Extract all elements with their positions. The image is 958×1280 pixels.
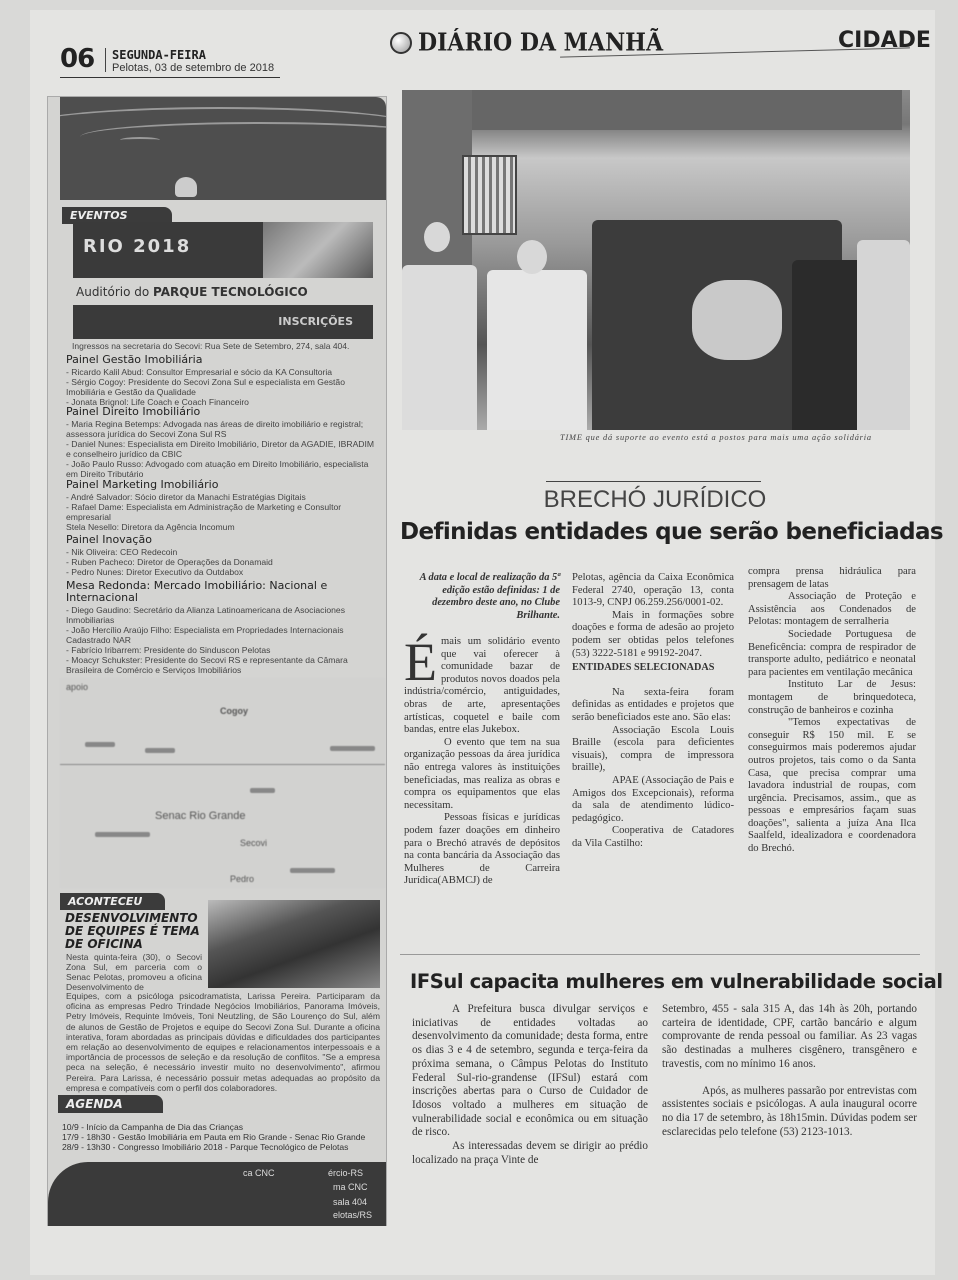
agenda-item: 17/9 - 18h30 - Gestão Imobiliária em Pauta em Rio Grande - Senac Rio Grande [62, 1132, 366, 1142]
aconteceu-body: Equipes, com a psicóloga psicodramatista, Larissa Pereira. Participaram da oficina as empresas Pedro Trindade Negócios Imobiliários, Panorama Imóveis, Petry Imóveis, Requinte Imóveis, Toni Neutzling, de São Lourenço do Sul, além de alunos de Gestão de Projetos e equipe do Secovi Zona Sul. Durante a oficina interativa, foram abordadas as principais dúvidas e dificuldades dos participantes em relação ao desenvolvimento de equipes e relacionamentos interpessoais e a importância de processos de seleção e da resolução de conflitos. "Se a empresa peca na seleção, é necessário investir muito no desenvolvimento", afirmou Pereira. Para Larissa, é necessário possuir metas adequadas ao propósito da empresa e compatíveis com o perfil dos colaboradores. [66, 991, 380, 1093]
paragraph: Mais in formações sobre doações e forma de adesão ao projeto podem ser obtidas pelos telefones (53) 3222-5181 e 99192-2047. [572, 609, 734, 659]
paragraph: APAE (Associação de Pais e Amigos dos Excepcionais), reforma da sala de atendimento lúdico-pedagógico. [572, 774, 734, 824]
paragraph: Após, as mulheres passarão por entrevistas com assistentes sociais e psicólogas. A aula inaugural ocorre no dia 17 de setembro, às 18h15min. Dúvidas podem ser esclarecidas pelo telefone (53) 2123-1013. [662, 1084, 917, 1138]
panel-line: - Sérgio Cogoy: Presidente do Secovi Zona Sul e especialista em Gestão Imobiliária e Gestão da Qualidade [66, 377, 345, 397]
kicker-rule [546, 481, 761, 482]
header-divider [105, 48, 106, 72]
footer-fragment: ércio-RS [328, 1168, 364, 1178]
article2-headline: IFSul capacita mulheres em vulnerabilidade social [410, 970, 943, 993]
panel-line: - Fabrício Iribarrem: Presidente do Sinduscon Pelotas [66, 645, 271, 655]
article-headline: Definidas entidades que serão beneficiadas [400, 519, 943, 545]
bleed-through-area [60, 678, 385, 888]
panel-line: - Diego Gaudino: Secretário da Alianza Latinoamericana de Asociaciones Inmobiliarias [66, 605, 345, 625]
panel-direito [66, 406, 381, 479]
wall-frame [462, 155, 517, 235]
paragraph: Setembro, 455 - sala 315 A, das 14h às 20h, portando carteira de identidade, CPF, cartão bancário e algum comprovante de renda pessoal ou familiar. As 23 vagas são destinadas a mulheres cisgênero, transgênero e travestis, com no mínimo 16 anos. [662, 1003, 917, 1070]
panel-title: Painel Marketing Imobiliário [66, 478, 219, 491]
section-title: CIDADE [838, 28, 931, 53]
page-number: 06 [60, 44, 95, 74]
paragraph: Instituto Lar de Jesus: montagem de brinquedoteca, construção de banheiros e cozinha [748, 679, 916, 716]
panel-line: - Maria Regina Betemps: Advogada nas áreas de direito imobiliário e registral; assessora jurídica do Secovi Zona Sul RS [66, 419, 364, 439]
article1-col3 [748, 566, 916, 856]
article-kicker: BRECHÓ JURÍDICO [543, 486, 767, 513]
panel-title: Painel Inovação [66, 533, 152, 546]
agenda-list [62, 1122, 382, 1152]
eventos-label: EVENTOS [62, 207, 172, 224]
header-rule [60, 77, 280, 78]
teapot-icon [175, 177, 197, 197]
article-divider [400, 954, 920, 955]
agenda-label: AGENDA [58, 1095, 163, 1113]
newspaper-logo [390, 30, 663, 56]
edition-date: Pelotas, 03 de setembro de 2018 [112, 62, 275, 74]
panel-line: - Ricardo Kalil Abud: Consultor Empresarial e sócio da KA Consultoria [66, 367, 333, 377]
agenda-item: 10/9 - Início da Campanha de Dia das Crianças [62, 1122, 244, 1132]
article-lead: A data e local de realização da 5ª edição estão definidas: 1 de dezembro deste ano, no Clube Brilhante. [419, 572, 560, 621]
panel-title: Painel Direito Imobiliário [66, 405, 201, 418]
event-header-image [60, 97, 386, 200]
paragraph: Associação de Proteção e Assistência aos Condenados de Pelotas: montagem de serralheria [748, 591, 916, 628]
article1-col1 [404, 572, 560, 888]
registration-banner-text: INSCRIÇÕES [278, 315, 353, 328]
panel-line: - João Hercílio Araújo Filho: Especialista em Propriedades Internacionais Cadastrado NAR [66, 625, 344, 645]
paragraph: Pelotas, agência da Caixa Econômica Federal 2740, operação 13, conta 1013-9, CNPJ 06.259.256/0001-02. [572, 572, 734, 609]
venue-prefix: Auditório do [76, 285, 154, 299]
panel-mesa-redonda [66, 580, 381, 675]
paragraph: Pessoas físicas e jurídicas podem fazer doações em dinheiro para o Brechó através de depósitos na conta bancária da Associação das Mulheres de Carreira Jurídica(ABMCJ) de [404, 812, 560, 887]
paragraph: As interessadas devem se dirigir ao prédio localizado na praça Vinte de [412, 1140, 648, 1166]
paragraph: O evento que tem na sua organização pessoas da área jurídica não entrega valores às instituições beneficiadas, mas realiza as obras e compra os equipamentos que elas necessitam. [404, 736, 560, 811]
article2-col2 [662, 1003, 917, 1139]
panel-inovacao [66, 534, 381, 577]
panel-line: - Daniel Nunes: Especialista em Direito Imobiliário, Diretor da AGADIE, IBRADIM e conselheiro jurídico da CBIC [66, 439, 375, 459]
drop-cap: É [404, 632, 437, 692]
panel-line: - Moacyr Schukster: Presidente do Secovi RS e representante da Câmara Brasileira de Comércio e Serviços Imobiliários [66, 655, 348, 675]
panel-line: - João Paulo Russo: Advogado com atuação em Direito Imobiliário, especialista em Direito Tributário [66, 459, 369, 479]
article1-col2 [572, 572, 734, 850]
bleed-fragment: Senac Rio Grande [155, 810, 246, 822]
panel-line: Stela Nesello: Diretora da Agência Incomum [66, 522, 235, 532]
bleed-fragment: Cogoy [220, 706, 248, 716]
panel-title: Painel Gestão Imobiliária [66, 353, 203, 366]
globe-icon [390, 32, 412, 54]
paragraph: Na sexta-feira foram definidas as entidades e projetos que serão beneficiados este ano. São elas: [572, 686, 734, 723]
venue-name: PARQUE TECNOLÓGICO [153, 285, 308, 299]
panel-line: - Nik Oliveira: CEO Redecoin [66, 547, 178, 557]
group-photo [402, 90, 910, 430]
subhead: ENTIDADES SELECIONADAS [572, 662, 715, 674]
paragraph: Sociedade Portuguesa de Beneficência: compra de respirador de transporte adulto, pediátrico e neonatal para pacientes em ventilação mecânica [748, 628, 916, 678]
ticket-info: Ingressos na secretaria do Secovi: Rua Sete de Setembro, 274, sala 404. [72, 341, 350, 351]
panel-line: - Jonata Brignol: Life Coach e Coach Financeiro [66, 397, 249, 407]
bleed-fragment: apoio [66, 682, 89, 692]
panel-line: - Rafael Dame: Especialista em Administração de Marketing e Consultor empresarial [66, 502, 342, 522]
panel-gestao [66, 354, 381, 407]
weekday: SEGUNDA-FEIRA [112, 48, 206, 62]
aconteceu-title: DESENVOLVIMENTO DE EQUIPES É TEMA DE OFICINA [65, 911, 200, 951]
event-venue [76, 285, 308, 299]
agenda-item: 28/9 - 13h30 - Congresso Imobiliário 2018 - Parque Tecnológico de Pelotas [62, 1142, 349, 1152]
congress-banner [73, 222, 373, 278]
panel-line: - Pedro Nunes: Diretor Executivo da Outdabox [66, 567, 244, 577]
congress-banner-text: RIO 2018 [83, 236, 192, 257]
footer-fragment: ca CNC [243, 1168, 275, 1178]
panel-title: Mesa Redonda: Mercado Imobiliário: Nacional e Internacional [66, 579, 328, 604]
article2-col1 [412, 1003, 648, 1167]
paragraph: compra prensa hidráulica para prensagem de latas [748, 566, 916, 590]
bleed-fragment: Pedro [230, 874, 255, 884]
registration-banner [73, 305, 373, 339]
photo-caption: TIME que dá suporte ao evento está a postos para mais uma ação solidária [560, 433, 872, 442]
paragraph: mais um solidário evento que vai oferecer à comunidade bazar de produtos novos doados pela indústria/comércio, antiguidades, obras de arte, apresentações artísticas, coquetel e baile com bandas, entre elas Jukebox. [404, 636, 560, 736]
bleed-fragment: Secovi [240, 838, 268, 848]
sidebar-footer [48, 1162, 386, 1226]
aconteceu-label: ACONTECEU [60, 893, 165, 910]
paragraph: Cooperativa de Catadores da Vila Castilho: [572, 825, 734, 849]
banner-photo [263, 222, 373, 278]
footer-fragment: elotas/RS [333, 1210, 373, 1220]
workshop-photo [208, 900, 380, 988]
paragraph: A Prefeitura busca divulgar serviços e iniciativas de entidades voltadas ao desenvolvimento da comunidade; desta forma, entre os dias 3 e 4 de setembro, segunda e terça-feira da próxima semana, o Câmpus Pelotas do Instituto Federal Sul-rio-grandense (IFSul) estará com inscrições abertas para o Curso de Cuidador de Idosos voltado a mulheres em situação de vulnerabilidade social e econômica ou em situação de risco. [412, 1003, 648, 1139]
panel-line: - André Salvador: Sócio diretor da Manachi Estratégias Digitais [66, 492, 306, 502]
paragraph: Associação Escola Louis Braille (escola para deficientes visuais), compra de impressora braille), [572, 724, 734, 774]
aconteceu-intro: Nesta quinta-feira (30), o Secovi Zona Sul, em parceria com o Senac Pelotas, promoveu a oficina Desenvolvimento de [66, 952, 202, 992]
newspaper-name: DIÁRIO DA MANHÃ [418, 28, 664, 58]
footer-fragment: ma CNC [333, 1182, 368, 1192]
panel-line: - Ruben Pacheco: Diretor de Operações da Donamaid [66, 557, 273, 567]
footer-fragment: sala 404 [333, 1197, 368, 1207]
paragraph: "Temos expectativas de conseguir R$ 150 mil. E se conseguirmos mais poderemos ajudar outros projetos, tais como o da Santa Casa, que precisa comprar uma lavadora industrial de roupas, com urgência. Precisamos, assim., que as pessoas e empresários façam suas doações", salienta a juíza Ana Ilca Saalfeld, idealizadora e coordenadora do Brechó. [748, 717, 916, 855]
panel-marketing [66, 479, 381, 532]
